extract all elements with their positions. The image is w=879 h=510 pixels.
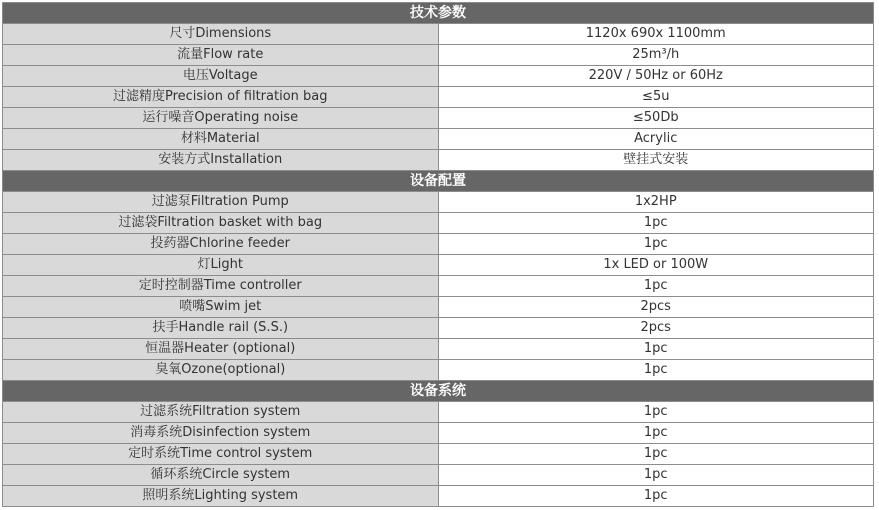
section-header-row [3,3,874,24]
spec-value: 220V / 50Hz or 60Hz [438,66,874,87]
spec-value: ≤5u [438,87,874,108]
table-row [3,45,874,66]
spec-label: 安装方式Installation [3,150,439,171]
spec-label: 定时控制器Time controller [3,276,439,297]
spec-value: 1pc [438,360,874,381]
table-row [3,318,874,339]
table-row [3,486,874,507]
table-row [3,465,874,486]
table-row [3,360,874,381]
spec-value: Acrylic [438,129,874,150]
spec-label: 循环系统Circle system [3,465,439,486]
section-heading: 设备系统 [3,381,874,402]
spec-value: 1pc [438,276,874,297]
spec-label: 过滤泵Filtration Pump [3,192,439,213]
spec-label: 灯Light [3,255,439,276]
spec-value: ≤50Db [438,108,874,129]
spec-label: 消毒系统Disinfection system [3,423,439,444]
spec-label: 照明系统Lighting system [3,486,439,507]
spec-value: 25m³/h [438,45,874,66]
spec-table [2,2,874,507]
spec-label: 臭氧Ozone(optional) [3,360,439,381]
spec-value: 2pcs [438,297,874,318]
table-row [3,87,874,108]
spec-label: 尺寸Dimensions [3,24,439,45]
section-heading: 设备配置 [3,171,874,192]
spec-value: 1pc [438,339,874,360]
spec-label: 扶手Handle rail (S.S.) [3,318,439,339]
table-row [3,234,874,255]
spec-value: 1x2HP [438,192,874,213]
table-row [3,24,874,45]
table-row [3,402,874,423]
spec-value: 1120x 690x 1100mm [438,24,874,45]
spec-value: 1pc [438,423,874,444]
spec-value: 1pc [438,213,874,234]
table-row [3,444,874,465]
spec-label: 过滤精度Precision of filtration bag [3,87,439,108]
table-row [3,66,874,87]
spec-value: 1pc [438,444,874,465]
spec-label: 过滤系统Filtration system [3,402,439,423]
spec-table-body [3,3,874,507]
spec-value: 1x LED or 100W [438,255,874,276]
table-row [3,255,874,276]
spec-label: 喷嘴Swim jet [3,297,439,318]
table-row [3,339,874,360]
spec-value: 1pc [438,234,874,255]
spec-label: 材料Material [3,129,439,150]
spec-label: 流量Flow rate [3,45,439,66]
table-row [3,213,874,234]
spec-label: 过滤袋Filtration basket with bag [3,213,439,234]
table-row [3,276,874,297]
spec-value: 壁挂式安装 [438,150,874,171]
section-heading: 技术参数 [3,3,874,24]
table-row [3,192,874,213]
spec-label: 定时系统Time control system [3,444,439,465]
table-row [3,150,874,171]
section-header-row [3,381,874,402]
spec-value: 1pc [438,465,874,486]
spec-label: 投药器Chlorine feeder [3,234,439,255]
section-header-row [3,171,874,192]
table-row [3,423,874,444]
spec-label: 恒温器Heater (optional) [3,339,439,360]
table-row [3,108,874,129]
table-row [3,129,874,150]
spec-value: 2pcs [438,318,874,339]
spec-value: 1pc [438,402,874,423]
spec-label: 运行噪音Operating noise [3,108,439,129]
spec-value: 1pc [438,486,874,507]
spec-label: 电压Voltage [3,66,439,87]
table-row [3,297,874,318]
